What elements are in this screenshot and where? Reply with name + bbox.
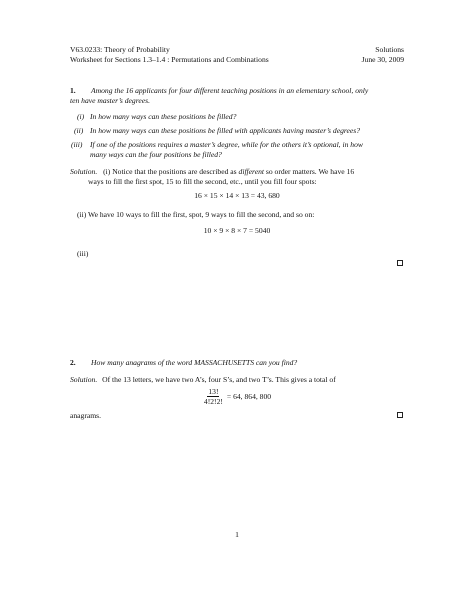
closing-text: anagrams. (70, 411, 101, 420)
part-ii-label: (ii) (74, 126, 84, 135)
part-i-label: (i) (77, 112, 85, 121)
solution-2-text: Of the 13 letters, we have two A’s, four S’s, and two T’s. This gives a total of (102, 375, 336, 384)
solution-2 (70, 375, 336, 384)
sol-iii-label: (iii) (77, 249, 89, 258)
equation-1: 16 × 15 × 14 × 13 = 43, 680 (194, 191, 280, 200)
solution-2-label: Solution. (70, 375, 98, 384)
sol-i-label: (i) (103, 167, 111, 176)
problem-1-statement-line1: Among the 16 applicants for four different teaching positions in an elementary school, only (91, 86, 369, 95)
solution-label: Solution. (70, 167, 98, 176)
fraction-numerator: 13! (208, 387, 219, 396)
qed-box-1 (397, 260, 403, 266)
sol-i-emph: different (238, 167, 264, 176)
part-iii-label: (iii) (71, 140, 83, 149)
page-number: 1 (235, 530, 239, 539)
header-label: Solutions (375, 45, 404, 54)
problem-2-number: 2. (70, 358, 76, 367)
problem-2-statement: How many anagrams of the word MASSACHUSETTS can you find? (91, 358, 298, 367)
qed-box-2 (397, 412, 403, 418)
equation-result: = 64, 864, 800 (226, 391, 272, 401)
part-iii-text-line1: If one of the positions requires a master’s degree, while for the others it’s optional, in how (90, 140, 363, 149)
part-i-text: In how many ways can these positions be filled? (90, 112, 237, 121)
worksheet-subtitle: Worksheet for Sections 1.3–1.4 : Permutations and Combinations (70, 55, 269, 64)
fraction-denominator: 4!2!2! (203, 397, 223, 406)
anagram-equation (0, 387, 474, 406)
sol-ii-text: (ii) We have 10 ways to fill the first, spot, 9 ways to fill the second, and so on: (77, 210, 315, 219)
problem-1-statement-line2: ten have master’s degrees. (70, 96, 150, 105)
course-title: V63.0233: Theory of Probability (70, 45, 170, 54)
part-ii-text: In how many ways can these positions be filled with applicants having master’s degrees? (90, 126, 361, 135)
header-date: June 30, 2009 (361, 55, 404, 64)
fraction (203, 387, 224, 406)
solution-1 (70, 167, 354, 176)
problem-1-number: 1. (70, 86, 76, 95)
sol-i-pre: Notice that the positions are described as (112, 167, 237, 176)
part-iii-text-line2: many ways can the four positions be filled? (90, 150, 222, 159)
sol-i-line2: ways to fill the first spot, 15 to fill the second, etc., until you fill four spots: (88, 177, 317, 186)
equation-2: 10 × 9 × 8 × 7 = 5040 (203, 226, 271, 235)
sol-i-post: so order matters. We have 16 (265, 167, 355, 176)
